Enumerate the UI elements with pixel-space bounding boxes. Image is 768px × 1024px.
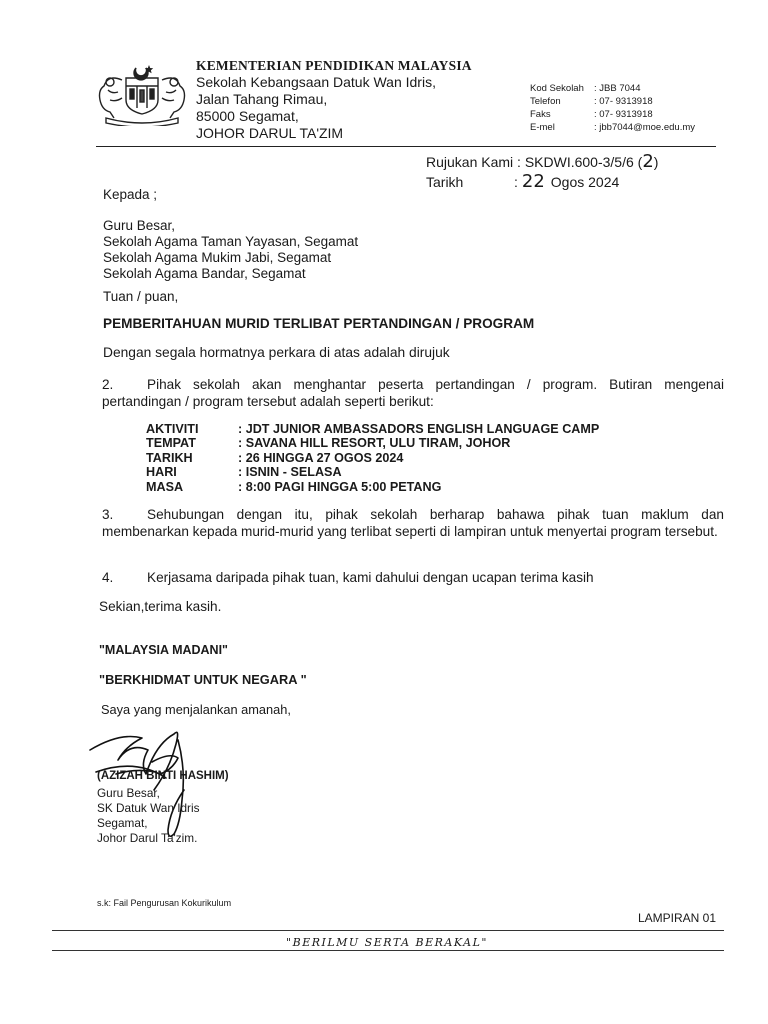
header-divider — [96, 146, 716, 147]
coat-of-arms-icon — [92, 60, 192, 126]
school-name: Sekolah Kebangsaan Datuk Wan Idris, — [196, 74, 436, 90]
greeting: Tuan / puan, — [103, 289, 179, 304]
signatory-state: Johor Darul Ta'zim. — [97, 831, 198, 845]
paragraph-4: 4. Kerjasama daripada pihak tuan, kami dahului dengan ucapan terima kasih — [102, 570, 594, 585]
recipient-line: Sekolah Agama Taman Yayasan, Segamat — [103, 234, 359, 249]
slogan-negara: "BERKHIDMAT UNTUK NEGARA " — [99, 672, 307, 687]
contact-fax: Faks : 07- 9313918 — [530, 109, 653, 120]
date-line: Tarikh : 22 Ogos 2024 — [426, 171, 620, 192]
reference-line: Rujukan Kami : SKDWI.600-3/5/6 (2) — [426, 151, 659, 172]
recipient-line: Guru Besar, — [103, 218, 176, 233]
carbon-copy-note: s.k: Fail Pengurusan Kokurikulum — [97, 898, 232, 908]
paragraph-3: 3. Sehubungan dengan itu, pihak sekolah berharap bahawa pihak tuan maklum dan membenarkan kepada murid-murid yang terlibat seperti di lampiran untuk menyertai program tersebut. — [102, 507, 724, 539]
detail-row-activity: AKTIVITI : JDT JUNIOR AMBASSADORS ENGLISH LANGUAGE CAMP — [146, 422, 600, 436]
handwritten-day: 22 — [521, 171, 545, 192]
state-line: JOHOR DARUL TA'ZIM — [196, 125, 344, 141]
detail-row-venue: TEMPAT : SAVANA HILL RESORT, ULU TIRAM, JOHOR — [146, 436, 511, 451]
signatory-town: Segamat, — [97, 816, 148, 830]
contact-school-code: Kod Sekolah : JBB 7044 — [530, 83, 641, 94]
signatory-title: Guru Besar, — [97, 786, 160, 800]
closing-line: Sekian,terima kasih. — [99, 599, 222, 614]
postcode-line: 85000 Segamat, — [196, 108, 299, 124]
subject-heading: PEMBERITAHUAN MURID TERLIBAT PERTANDINGAN / PROGRAM — [103, 316, 535, 331]
school-motto: "BERILMU SERTA BERAKAL" — [286, 936, 488, 949]
contact-email[interactable]: E-mel : jbb7044@moe.edu.my — [530, 122, 696, 133]
recipient-line: Sekolah Agama Mukim Jabi, Segamat — [103, 250, 332, 265]
recipient-heading: Kepada ; — [103, 187, 158, 202]
detail-row-date: TARIKH : 26 HINGGA 27 OGOS 2024 — [146, 450, 404, 465]
amanah-line: Saya yang menjalankan amanah, — [101, 702, 291, 717]
contact-phone: Telefon : 07- 9313918 — [530, 96, 653, 107]
detail-row-time: MASA : 8:00 PAGI HINGGA 5:00 PETANG — [146, 479, 442, 494]
ministry-name: KEMENTERIAN PENDIDIKAN MALAYSIA — [196, 58, 472, 73]
recipient-line: Sekolah Agama Bandar, Segamat — [103, 266, 306, 281]
activity-details — [146, 422, 599, 494]
street-line: Jalan Tahang Rimau, — [196, 91, 328, 107]
handwritten-ref-number: 2 — [642, 151, 654, 172]
footer-rule-bottom — [52, 950, 724, 951]
signatory-school: SK Datuk Wan Idris — [97, 801, 200, 815]
slogan-madani: "MALAYSIA MADANI" — [99, 643, 228, 657]
attachment-label: LAMPIRAN 01 — [638, 911, 717, 925]
paragraph-2: 2. Pihak sekolah akan menghantar peserta pertandingan / program. Butiran mengenai pertandingan / program tersebut adalah seperti berikut: — [102, 377, 724, 409]
paragraph-1: Dengan segala hormatnya perkara di atas adalah dirujuk — [103, 345, 450, 360]
detail-row-day: HARI : ISNIN - SELASA — [146, 465, 342, 480]
footer-rule-top — [52, 930, 724, 931]
signatory-name: (AZIZAH BINTI HASHIM) — [97, 770, 229, 782]
